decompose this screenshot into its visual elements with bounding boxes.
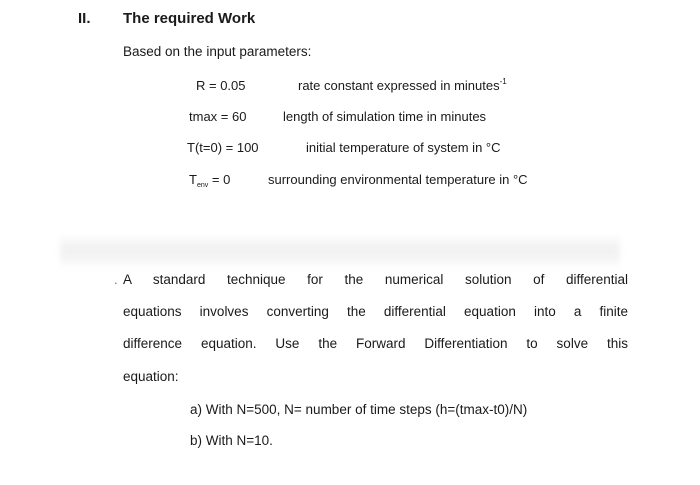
section-number: II. [78,10,91,27]
paragraph-line: equations involves converting the differential equation into a finite [123,304,628,319]
param-tmax-description: length of simulation time in minutes [283,109,487,124]
param-tmax-name: tmax = 60 [189,109,247,124]
section-title: The required Work [123,10,256,27]
paragraph-line: equation: [123,369,179,384]
param-r-name: R = 0.05 [196,78,246,93]
param-tenv-description: surrounding environmental temperature in °C [268,172,528,187]
param-t0-name: T(t=0) = 100 [187,140,259,155]
param-tenv-name: $T_{env} = 0$ [189,172,231,189]
param-r-description: rate constant expressed in minutes$^{-1}$ [298,77,507,93]
paragraph-line: A standard technique for the numerical solution of differential [123,272,628,287]
param-t0-description: initial temperature of system in °C [306,140,501,155]
intro-text: Based on the input parameters: [123,44,312,59]
scan-smudge [60,234,620,268]
task-b: b) With N=10. [190,433,273,448]
paragraph-bullet: . [114,272,118,287]
task-a: a) With N=500, N= number of time steps (h=(tmax-t0)/N) [190,402,528,417]
paragraph-line: difference equation. Use the Forward Differentiation to solve this [123,336,628,351]
